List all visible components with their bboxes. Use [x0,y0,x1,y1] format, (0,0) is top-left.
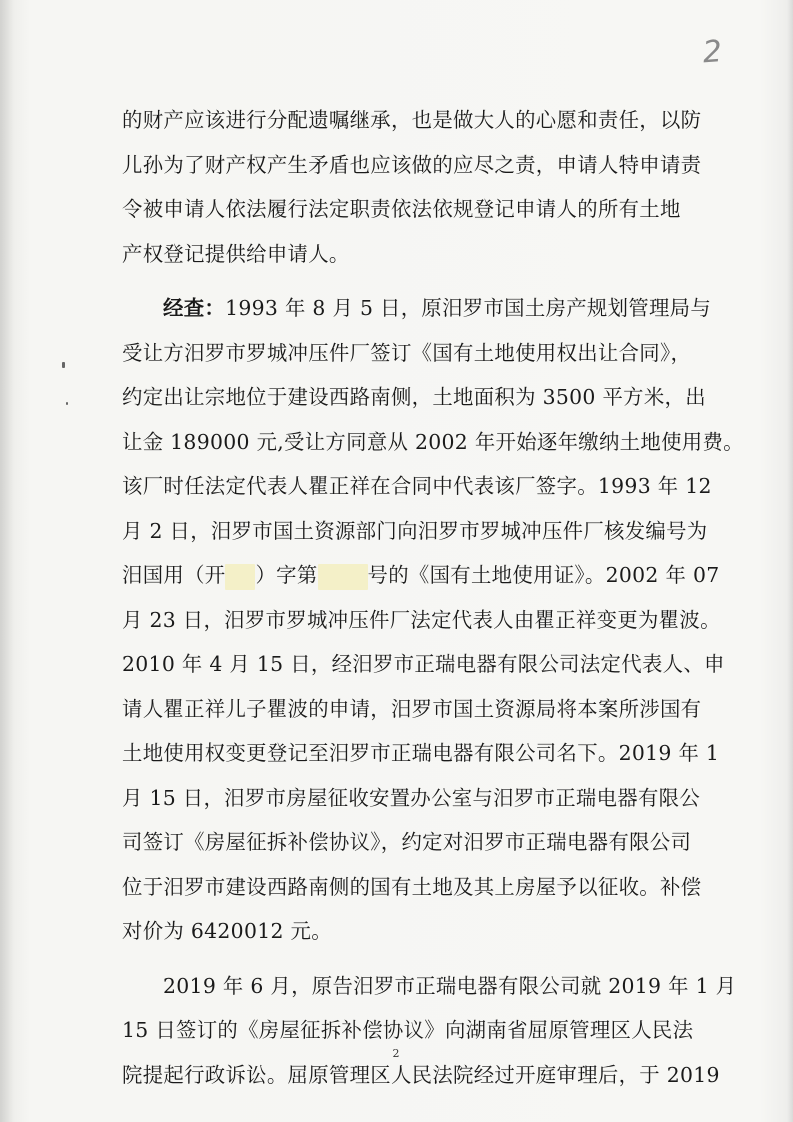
text-line: 请人瞿正祥儿子瞿波的申请，汨罗市国土资源局将本案所涉国有 [122,696,702,721]
text-line: 受让方汨罗市罗城冲压件厂签订《国有土地使用权出让合同》， [122,340,692,365]
text-line: 的财产应该进行分配遗嘱继承，也是做大人的心愿和责任，以防 [122,108,702,132]
paragraph-3 [122,964,737,1098]
handwritten-page-mark: 2 [701,34,724,71]
finding-lead: 经查： [163,296,226,320]
text-line: 该厂时任法定代表人瞿正祥在合同中代表该厂签字。1993 年 12 [122,474,712,498]
text-line: 司签订《房屋征拆补偿协议》，约定对汨罗市正瑞电器有限公司 [122,830,692,854]
cert-text-part: ）字第 [255,563,318,587]
cert-text-part: 汨国用（开 [122,563,226,587]
text-line: 月 23 日，汨罗市罗城冲压件厂法定代表人由瞿正祥变更为瞿波。 [122,607,721,632]
text-line: 土地使用权变更登记至汨罗市正瑞电器有限公司名下。2019 年 1 [122,741,720,765]
scan-edge-shadow [787,0,793,1122]
text-line: 院提起行政诉讼。屈原管理区人民法院经过开庭审理后，于 2019 [122,1062,720,1087]
paragraph-2 [122,286,744,954]
text-line: 让金 189000 元,受让方同意从 2002 年开始逐年缴纳土地使用费。 [122,429,744,454]
finding-text: 1993 年 8 月 5 日，原汨罗市国土房产规划管理局与 [225,296,712,320]
text-line: 对价为 6420012 元。 [122,919,332,943]
text-line: 月 2 日，汨罗市国土资源部门向汨罗市罗城冲压件厂核发编号为 [122,518,708,543]
text-line: 2010 年 4 月 15 日，经汨罗市正瑞电器有限公司法定代表人、申 [122,652,725,676]
redaction-box [318,564,368,590]
scan-speck [62,362,65,368]
text-line [122,553,720,598]
scan-speck [66,402,68,405]
text-line: 月 15 日，汨罗市房屋征收安置办公室与汨罗市正瑞电器有限公 [122,785,701,810]
text-line: 约定出让宗地位于建设西路南侧，土地面积为 3500 平方米，出 [122,385,706,409]
redaction-box [225,564,255,590]
cert-text-part: 号的《国有土地使用证》。2002 年 07 [367,563,720,587]
page-number: 2 [392,1047,400,1060]
document-body [122,98,744,1097]
text-line: 令被申请人依法履行法定职责依法依规登记申请人的所有土地 [122,197,681,221]
text-line: 位于汨罗市建设西路南侧的国有土地及其上房屋予以征收。补偿 [122,874,702,899]
text-line: 产权登记提供给申请人。 [122,241,350,266]
scan-fold-shadow [0,0,14,1122]
paragraph-1 [122,98,702,276]
text-line [122,286,712,331]
text-line: 2019 年 6 月，原告汨罗市正瑞电器有限公司就 2019 年 1 月 [163,973,737,998]
text-line: 15 日签订的《房屋征拆补偿协议》向湖南省屈原管理区人民法 [122,1018,694,1042]
text-line: 儿孙为了财产权产生矛盾也应该做的应尽之责，申请人特申请责 [122,152,702,177]
